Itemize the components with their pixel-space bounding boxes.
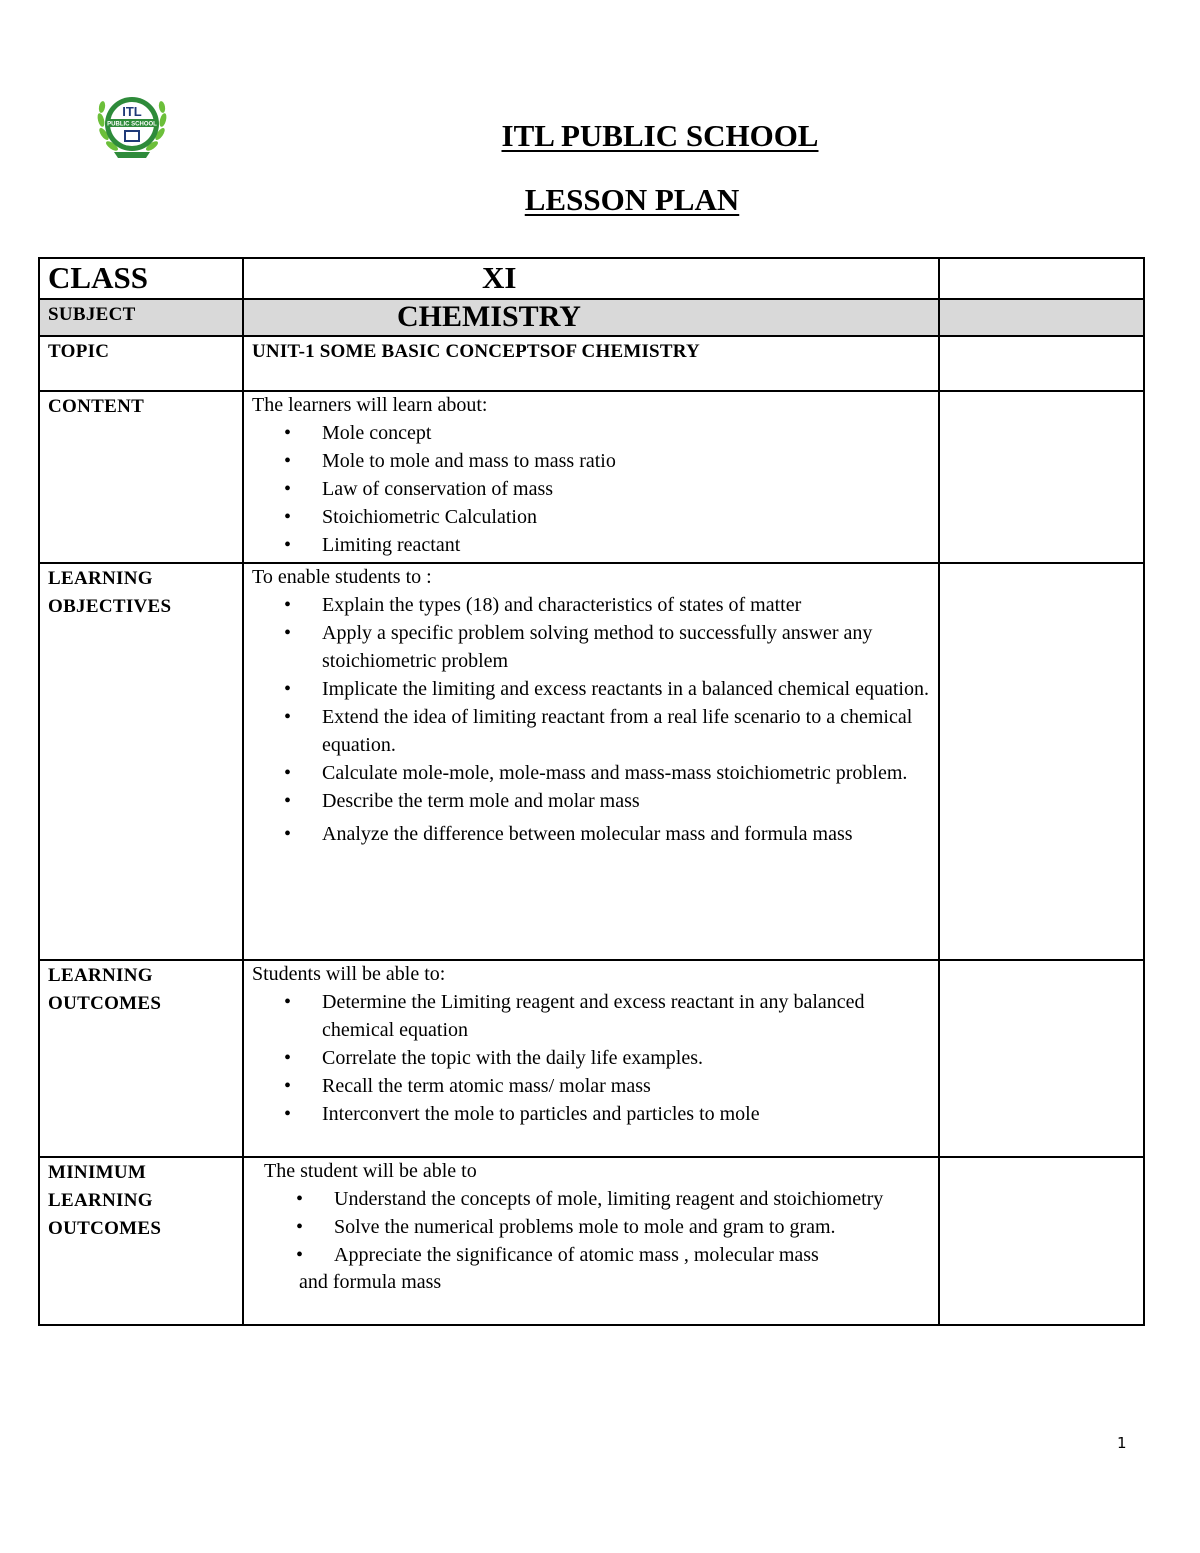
list-item: • Stoichiometric Calculation xyxy=(322,503,930,531)
notes-cell xyxy=(939,960,1144,1157)
notes-cell xyxy=(939,299,1144,336)
svg-text:PUBLIC SCHOOL: PUBLIC SCHOOL xyxy=(107,121,157,128)
list-item: • Mole to mole and mass to mass ratio xyxy=(322,447,930,475)
notes-cell xyxy=(939,336,1144,391)
content-list xyxy=(252,419,930,559)
objectives-list xyxy=(252,591,930,850)
topic-label: TOPIC xyxy=(39,336,243,391)
list-item: • Limiting reactant xyxy=(322,531,930,559)
table-row-minimum-outcomes xyxy=(39,1157,1144,1325)
list-item: • Law of conservation of mass xyxy=(322,475,930,503)
list-item: • Mole concept xyxy=(322,419,930,447)
outcomes-value xyxy=(243,960,939,1157)
class-value: XI xyxy=(243,258,939,299)
list-item: • Apply a specific problem solving method to successfully answer any stoichiometric problem xyxy=(322,619,930,675)
list-item: • Understand the concepts of mole, limiting reagent and stoichiometry xyxy=(334,1185,930,1213)
objectives-value xyxy=(243,563,939,960)
table-row-outcomes xyxy=(39,960,1144,1157)
table-row-content xyxy=(39,391,1144,563)
list-item: • Interconvert the mole to particles and particles to mole xyxy=(322,1100,930,1128)
table-row-topic xyxy=(39,336,1144,391)
list-item: • Describe the term mole and molar mass xyxy=(322,787,930,815)
notes-cell xyxy=(939,563,1144,960)
list-item: • Implicate the limiting and excess reactants in a balanced chemical equation. xyxy=(322,675,930,703)
list-item: • Recall the term atomic mass/ molar mass xyxy=(322,1072,930,1100)
notes-cell xyxy=(939,1157,1144,1325)
subject-value: CHEMISTRY xyxy=(243,299,939,336)
notes-cell xyxy=(939,258,1144,299)
document-title: LESSON PLAN xyxy=(524,182,740,217)
minimum-outcomes-list xyxy=(252,1185,930,1269)
list-item: • Determine the Limiting reagent and excess reactant in any balanced chemical equation xyxy=(322,988,930,1044)
minimum-outcomes-continuation: and formula mass xyxy=(299,1271,442,1293)
objectives-label: LEARNING OBJECTIVES xyxy=(39,563,243,960)
outcomes-label: LEARNING OUTCOMES xyxy=(39,960,243,1157)
content-value xyxy=(243,391,939,563)
minimum-outcomes-intro: The student will be able to xyxy=(264,1160,477,1182)
subject-label: SUBJECT xyxy=(39,299,243,336)
notes-cell xyxy=(939,391,1144,563)
lesson-plan-table xyxy=(38,257,1145,1326)
topic-value: UNIT-1 SOME BASIC CONCEPTSOF CHEMISTRY xyxy=(243,336,939,391)
minimum-outcomes-label: MINIMUM LEARNING OUTCOMES xyxy=(39,1157,243,1325)
outcomes-list xyxy=(252,988,930,1128)
table-row-objectives xyxy=(39,563,1144,960)
page-number: 1 xyxy=(1117,1434,1127,1452)
content-intro: The learners will learn about: xyxy=(252,394,488,416)
content-label: CONTENT xyxy=(39,391,243,563)
minimum-outcomes-value xyxy=(243,1157,939,1325)
list-item: • Solve the numerical problems mole to mole and gram to gram. xyxy=(334,1213,930,1241)
svg-text:ITL: ITL xyxy=(122,104,142,119)
list-item: • Calculate mole-mole, mole-mass and mass-mass stoichiometric problem. xyxy=(322,759,930,787)
table-row-subject xyxy=(39,299,1144,336)
objectives-intro: To enable students to : xyxy=(252,566,432,588)
list-item: • Correlate the topic with the daily life examples. xyxy=(322,1044,930,1072)
list-item: • Analyze the difference between molecular mass and formula mass xyxy=(322,819,930,850)
list-item: • Appreciate the significance of atomic mass , molecular mass xyxy=(334,1241,930,1269)
class-label: CLASS xyxy=(39,258,243,299)
school-name: ITL PUBLIC SCHOOL xyxy=(501,118,819,153)
list-item: • Extend the idea of limiting reactant from a real life scenario to a chemical equation. xyxy=(322,703,930,759)
list-item: • Explain the types (18) and characteristics of states of matter xyxy=(322,591,930,619)
table-row-class xyxy=(39,258,1144,299)
outcomes-intro: Students will be able to: xyxy=(252,963,446,985)
